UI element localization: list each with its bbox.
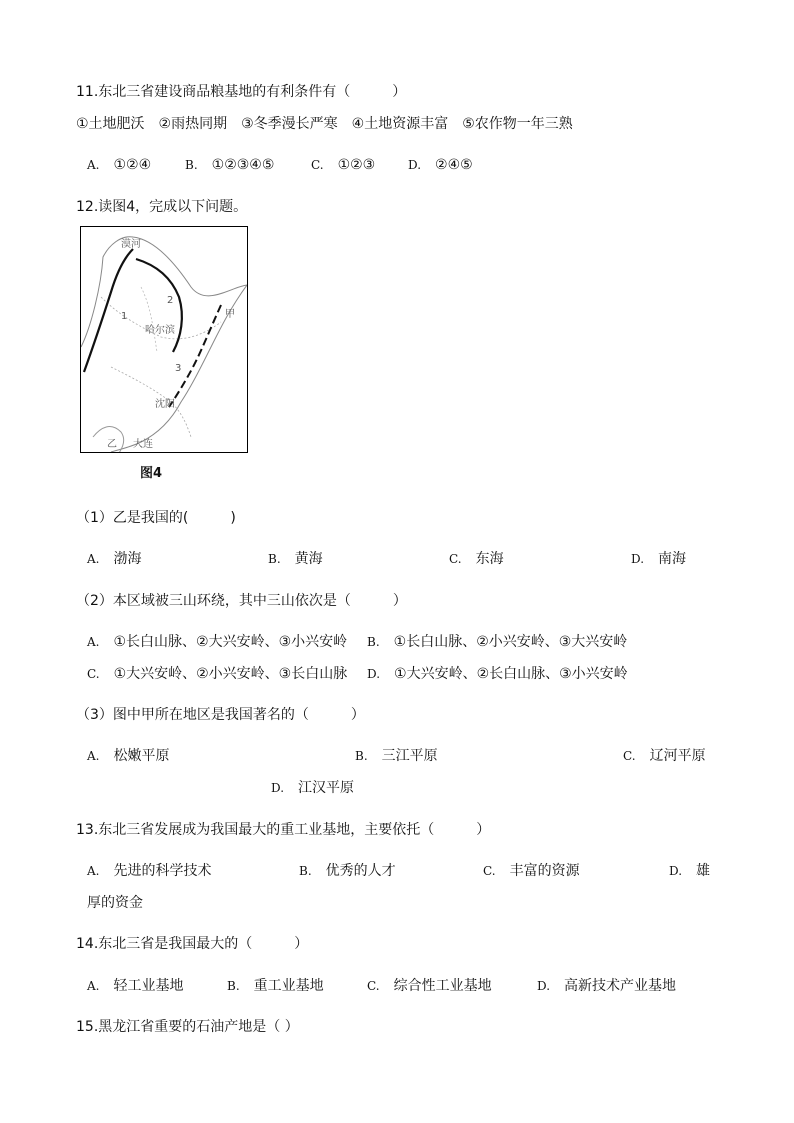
q14-option-d-letter: D. <box>537 979 551 993</box>
q14-option-c-letter: C. <box>367 979 380 993</box>
q12-sub3-stem: （3）图中甲所在地区是我国著名的（ ） <box>76 707 365 723</box>
q12-sub2-option-d-text: ①大兴安岭、②长白山脉、③小兴安岭 <box>394 666 628 682</box>
q12-sub3-option-b-letter: B. <box>355 749 368 763</box>
q12-sub3-option-c-text: 辽河平原 <box>649 748 706 764</box>
map-label-3: 3 <box>175 363 182 374</box>
mountain-range-3 <box>169 305 221 407</box>
q12-sub2-option-d-letter: D. <box>367 667 381 681</box>
q12-sub1-option-a-letter: A. <box>87 552 100 566</box>
q14-option-c[interactable] <box>367 976 492 996</box>
q13-option-d-text: 雄 <box>696 863 711 879</box>
q12-sub1-option-d-text: 南海 <box>658 551 687 567</box>
q11-option-a-letter: A. <box>87 158 100 172</box>
q11-option-c-letter: C. <box>311 158 324 172</box>
mountain-range-2 <box>136 259 182 352</box>
map-label-dalian: 大连 <box>133 439 153 450</box>
q14-option-c-text: 综合性工业基地 <box>393 978 492 994</box>
map-label-harbin: 哈尔滨 <box>145 325 175 336</box>
q12-sub3-option-c[interactable] <box>623 746 706 766</box>
q12-sub2-option-a[interactable] <box>87 632 347 652</box>
q13-option-b[interactable] <box>299 861 396 881</box>
q12-sub1-option-c[interactable] <box>449 549 504 569</box>
river-line-2 <box>111 367 191 437</box>
q11-option-d-letter: D. <box>408 158 422 172</box>
q13-option-d-letter: D. <box>669 864 683 878</box>
q12-sub1-option-c-letter: C. <box>449 552 462 566</box>
q12-sub3-option-a[interactable] <box>87 746 169 766</box>
q13-option-a-letter: A. <box>87 864 100 878</box>
river-line-3 <box>141 287 157 352</box>
q12-sub3-option-a-text: 松嫩平原 <box>113 748 170 764</box>
q13-option-c[interactable] <box>483 861 580 881</box>
q11-option-b[interactable] <box>185 155 274 175</box>
q11-option-c-text: ①②③ <box>337 157 376 173</box>
q14-option-a-text: 轻工业基地 <box>113 978 184 994</box>
q13-stem: 13.东北三省发展成为我国最大的重工业基地，主要依托（ ） <box>76 822 491 838</box>
q12-sub1-option-d[interactable] <box>631 549 686 569</box>
q12-sub3-option-d[interactable] <box>271 778 354 798</box>
q13-option-d[interactable] <box>669 861 710 881</box>
q14-stem: 14.东北三省是我国最大的（ ） <box>76 936 309 952</box>
q11-option-a-text: ①②④ <box>113 157 152 173</box>
q14-option-d-text: 高新技术产业基地 <box>564 978 677 994</box>
q11-option-b-letter: B. <box>185 158 198 172</box>
q11-option-b-text: ①②③④⑤ <box>211 157 275 173</box>
q11-option-a[interactable] <box>87 155 151 175</box>
map-label-yi: 乙 <box>107 439 117 450</box>
q11-conditions: ①土地肥沃 ②雨热同期 ③冬季漫长严寒 ④土地资源丰富 ⑤农作物一年三熟 <box>76 116 573 132</box>
q12-sub3-option-a-letter: A. <box>87 749 100 763</box>
q15-stem: 15.黑龙江省重要的石油产地是（ ） <box>76 1019 299 1035</box>
q12-sub2-option-c-text: ①大兴安岭、②小兴安岭、③长白山脉 <box>113 666 348 682</box>
q12-stem: 12.读图4，完成以下问题。 <box>76 199 248 215</box>
q12-sub3-option-d-letter: D. <box>271 781 285 795</box>
q12-sub2-option-b[interactable] <box>367 632 627 652</box>
q13-option-c-text: 丰富的资源 <box>509 863 580 879</box>
map-label-jia: 甲 <box>225 309 235 320</box>
q12-sub2-option-b-text: ①长白山脉、②小兴安岭、③大兴安岭 <box>393 634 628 650</box>
q12-sub1-option-c-text: 东海 <box>475 551 504 567</box>
q13-option-b-text: 优秀的人才 <box>325 863 396 879</box>
q14-option-a[interactable] <box>87 976 183 996</box>
q12-sub2-option-b-letter: B. <box>367 635 380 649</box>
q12-sub1-option-a-text: 渤海 <box>113 551 142 567</box>
q13-option-a-text: 先进的科学技术 <box>113 863 212 879</box>
map-label-2: 2 <box>167 295 174 306</box>
q12-sub3-option-b[interactable] <box>355 746 438 766</box>
q12-sub2-option-a-text: ①长白山脉、②大兴安岭、③小兴安岭 <box>113 634 348 650</box>
q12-sub2-option-d[interactable] <box>367 664 628 684</box>
q12-sub1-option-b-text: 黄海 <box>294 551 323 567</box>
q11-stem: 11.东北三省建设商品粮基地的有利条件有（ ） <box>76 84 407 100</box>
q13-option-a[interactable] <box>87 861 211 881</box>
q11-option-c[interactable] <box>311 155 375 175</box>
q12-sub3-option-d-text: 江汉平原 <box>298 780 355 796</box>
map-label-shenyang: 沈阳 <box>155 399 175 410</box>
q13-option-d-continued: 厚的资金 <box>87 895 143 911</box>
q12-sub3-option-c-letter: C. <box>623 749 636 763</box>
q12-sub1-option-d-letter: D. <box>631 552 645 566</box>
map-label-1: 1 <box>121 311 128 322</box>
q12-sub2-option-c-letter: C. <box>87 667 100 681</box>
q12-sub2-stem: （2）本区域被三山环绕，其中三山依次是（ ） <box>76 593 407 609</box>
q12-sub2-option-c[interactable] <box>87 664 347 684</box>
q14-option-b-letter: B. <box>227 979 240 993</box>
q14-option-d[interactable] <box>537 976 676 996</box>
q14-option-b[interactable] <box>227 976 324 996</box>
q12-sub1-option-b[interactable] <box>268 549 323 569</box>
q12-sub3-option-b-text: 三江平原 <box>381 748 438 764</box>
q12-sub2-option-a-letter: A. <box>87 635 100 649</box>
q14-option-a-letter: A. <box>87 979 100 993</box>
northeast-map-drawing <box>81 227 248 453</box>
q13-option-b-letter: B. <box>299 864 312 878</box>
q12-sub1-stem: （1）乙是我国的( ) <box>76 510 236 526</box>
map-caption: 图4 <box>140 466 163 481</box>
q11-option-d[interactable] <box>408 155 473 175</box>
northeast-map <box>80 226 248 453</box>
q14-option-b-text: 重工业基地 <box>253 978 324 994</box>
q13-option-c-letter: C. <box>483 864 496 878</box>
map-label-mohe: 漠河 <box>121 239 141 250</box>
q11-option-d-text: ②④⑤ <box>435 157 473 173</box>
q12-sub1-option-a[interactable] <box>87 549 141 569</box>
q12-sub1-option-b-letter: B. <box>268 552 281 566</box>
